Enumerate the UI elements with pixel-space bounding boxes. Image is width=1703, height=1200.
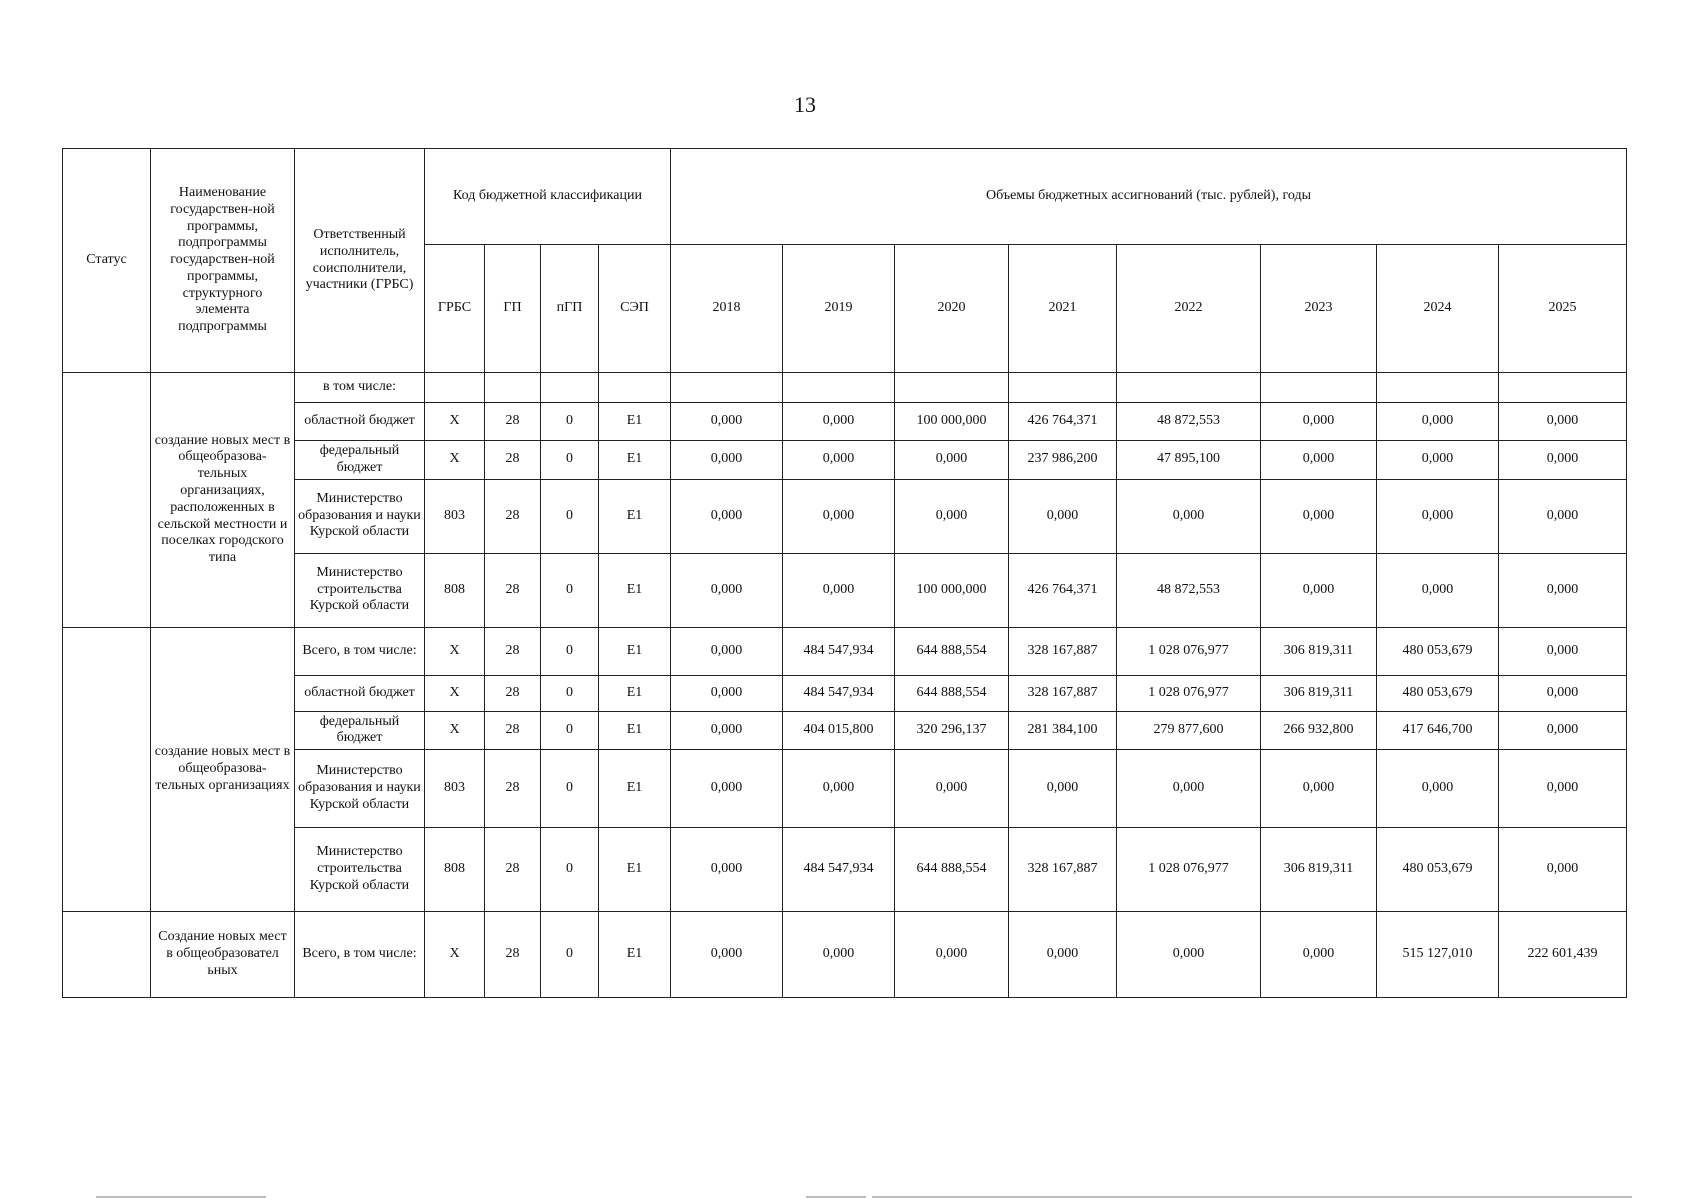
code-cell-ГРБС: 808 bbox=[425, 828, 485, 912]
value-cell-2022: 1 028 076,977 bbox=[1117, 828, 1261, 912]
value-cell-2023: 306 819,311 bbox=[1261, 828, 1377, 912]
code-cell-СЭП: Е1 bbox=[599, 912, 671, 998]
code-cell-пГП bbox=[541, 373, 599, 403]
value-cell-2019: 0,000 bbox=[783, 441, 895, 480]
code-cell-пГП: 0 bbox=[541, 479, 599, 553]
header-code-1: ГП bbox=[485, 245, 541, 373]
value-cell-2021: 0,000 bbox=[1009, 912, 1117, 998]
responsible-cell: областной бюджет bbox=[295, 675, 425, 711]
code-cell-СЭП: Е1 bbox=[599, 553, 671, 627]
code-cell-ГРБС: Х bbox=[425, 675, 485, 711]
code-cell-СЭП: Е1 bbox=[599, 711, 671, 750]
program-name-cell: создание новых мест в общеобразова-тельных организациях, расположенных в сельской местности и поселках городского типа bbox=[151, 373, 295, 628]
value-cell-2019: 0,000 bbox=[783, 403, 895, 441]
value-cell-2019: 0,000 bbox=[783, 479, 895, 553]
code-cell-ГРБС: Х bbox=[425, 403, 485, 441]
value-cell-2024 bbox=[1377, 373, 1499, 403]
header-year-2019: 2019 bbox=[783, 245, 895, 373]
value-cell-2022 bbox=[1117, 373, 1261, 403]
header-year-2022: 2022 bbox=[1117, 245, 1261, 373]
value-cell-2019: 0,000 bbox=[783, 553, 895, 627]
value-cell-2024: 0,000 bbox=[1377, 441, 1499, 480]
header-responsible: Ответственный исполнитель, соисполнители, участники (ГРБС) bbox=[295, 149, 425, 373]
value-cell-2020: 0,000 bbox=[895, 750, 1009, 828]
code-cell-пГП: 0 bbox=[541, 711, 599, 750]
value-cell-2023: 0,000 bbox=[1261, 479, 1377, 553]
header-volumes: Объемы бюджетных ассигнований (тыс. рублей), годы bbox=[671, 149, 1627, 245]
value-cell-2020: 100 000,000 bbox=[895, 553, 1009, 627]
value-cell-2022: 0,000 bbox=[1117, 750, 1261, 828]
value-cell-2020 bbox=[895, 373, 1009, 403]
value-cell-2025: 0,000 bbox=[1499, 441, 1627, 480]
header-code-0: ГРБС bbox=[425, 245, 485, 373]
value-cell-2020: 0,000 bbox=[895, 441, 1009, 480]
value-cell-2018: 0,000 bbox=[671, 912, 783, 998]
value-cell-2020: 644 888,554 bbox=[895, 627, 1009, 675]
responsible-cell: областной бюджет bbox=[295, 403, 425, 441]
value-cell-2018: 0,000 bbox=[671, 828, 783, 912]
value-cell-2018: 0,000 bbox=[671, 627, 783, 675]
value-cell-2020: 644 888,554 bbox=[895, 675, 1009, 711]
code-cell-пГП: 0 bbox=[541, 828, 599, 912]
page-number: 13 bbox=[794, 92, 816, 117]
code-cell-ГП: 28 bbox=[485, 828, 541, 912]
status-cell bbox=[63, 912, 151, 998]
value-cell-2022: 48 872,553 bbox=[1117, 553, 1261, 627]
code-cell-ГРБС: 808 bbox=[425, 553, 485, 627]
code-cell-пГП: 0 bbox=[541, 912, 599, 998]
table-row bbox=[63, 403, 1627, 441]
value-cell-2025: 0,000 bbox=[1499, 553, 1627, 627]
value-cell-2018: 0,000 bbox=[671, 553, 783, 627]
header-code-2: пГП bbox=[541, 245, 599, 373]
code-cell-ГП: 28 bbox=[485, 675, 541, 711]
code-cell-ГП: 28 bbox=[485, 479, 541, 553]
value-cell-2025: 0,000 bbox=[1499, 711, 1627, 750]
value-cell-2019: 484 547,934 bbox=[783, 828, 895, 912]
value-cell-2023: 0,000 bbox=[1261, 441, 1377, 480]
value-cell-2025: 0,000 bbox=[1499, 828, 1627, 912]
code-cell-пГП: 0 bbox=[541, 403, 599, 441]
value-cell-2019: 0,000 bbox=[783, 750, 895, 828]
code-cell-ГП bbox=[485, 373, 541, 403]
value-cell-2021: 0,000 bbox=[1009, 750, 1117, 828]
code-cell-ГРБС: 803 bbox=[425, 750, 485, 828]
value-cell-2019: 484 547,934 bbox=[783, 627, 895, 675]
value-cell-2022: 1 028 076,977 bbox=[1117, 675, 1261, 711]
code-cell-ГРБС bbox=[425, 373, 485, 403]
table-row bbox=[63, 553, 1627, 627]
header-status: Статус bbox=[63, 149, 151, 373]
program-name-cell: создание новых мест в общеобразова-тельных организациях bbox=[151, 627, 295, 912]
value-cell-2020: 644 888,554 bbox=[895, 828, 1009, 912]
value-cell-2021: 426 764,371 bbox=[1009, 553, 1117, 627]
code-cell-пГП: 0 bbox=[541, 627, 599, 675]
status-cell bbox=[63, 373, 151, 628]
program-name-cell: Создание новых мест в общеобразовател ьных bbox=[151, 912, 295, 998]
value-cell-2022: 0,000 bbox=[1117, 912, 1261, 998]
value-cell-2022: 1 028 076,977 bbox=[1117, 627, 1261, 675]
code-cell-пГП: 0 bbox=[541, 553, 599, 627]
value-cell-2020: 320 296,137 bbox=[895, 711, 1009, 750]
responsible-cell: в том числе: bbox=[295, 373, 425, 403]
responsible-cell: Министерство образования и науки Курской области bbox=[295, 479, 425, 553]
table-row bbox=[63, 750, 1627, 828]
value-cell-2025: 222 601,439 bbox=[1499, 912, 1627, 998]
code-cell-ГРБС: Х bbox=[425, 711, 485, 750]
value-cell-2023: 0,000 bbox=[1261, 553, 1377, 627]
code-cell-ГП: 28 bbox=[485, 711, 541, 750]
value-cell-2024: 0,000 bbox=[1377, 750, 1499, 828]
value-cell-2018 bbox=[671, 373, 783, 403]
responsible-cell: федеральный бюджет bbox=[295, 711, 425, 750]
table-row bbox=[63, 675, 1627, 711]
code-cell-СЭП: Е1 bbox=[599, 479, 671, 553]
value-cell-2022: 48 872,553 bbox=[1117, 403, 1261, 441]
table-row bbox=[63, 627, 1627, 675]
code-cell-СЭП: Е1 bbox=[599, 828, 671, 912]
code-cell-СЭП: Е1 bbox=[599, 675, 671, 711]
value-cell-2024: 480 053,679 bbox=[1377, 675, 1499, 711]
header-code-3: СЭП bbox=[599, 245, 671, 373]
value-cell-2019: 404 015,800 bbox=[783, 711, 895, 750]
value-cell-2024: 417 646,700 bbox=[1377, 711, 1499, 750]
table-row bbox=[63, 373, 1627, 403]
responsible-cell: Министерство образования и науки Курской области bbox=[295, 750, 425, 828]
value-cell-2023: 306 819,311 bbox=[1261, 675, 1377, 711]
scan-artifact bbox=[872, 1196, 1632, 1198]
value-cell-2021: 328 167,887 bbox=[1009, 675, 1117, 711]
value-cell-2023: 266 932,800 bbox=[1261, 711, 1377, 750]
code-cell-СЭП: Е1 bbox=[599, 441, 671, 480]
code-cell-СЭП: Е1 bbox=[599, 627, 671, 675]
table-row bbox=[63, 479, 1627, 553]
value-cell-2021: 426 764,371 bbox=[1009, 403, 1117, 441]
header-year-2025: 2025 bbox=[1499, 245, 1627, 373]
header-year-2021: 2021 bbox=[1009, 245, 1117, 373]
responsible-cell: Всего, в том числе: bbox=[295, 912, 425, 998]
code-cell-СЭП: Е1 bbox=[599, 750, 671, 828]
code-cell-СЭП: Е1 bbox=[599, 403, 671, 441]
header-year-2020: 2020 bbox=[895, 245, 1009, 373]
value-cell-2024: 0,000 bbox=[1377, 553, 1499, 627]
responsible-cell: Министерство строительства Курской области bbox=[295, 828, 425, 912]
code-cell-пГП: 0 bbox=[541, 675, 599, 711]
value-cell-2020: 100 000,000 bbox=[895, 403, 1009, 441]
value-cell-2022: 279 877,600 bbox=[1117, 711, 1261, 750]
value-cell-2025: 0,000 bbox=[1499, 403, 1627, 441]
value-cell-2021: 237 986,200 bbox=[1009, 441, 1117, 480]
responsible-cell: Всего, в том числе: bbox=[295, 627, 425, 675]
value-cell-2024: 480 053,679 bbox=[1377, 627, 1499, 675]
code-cell-ГП: 28 bbox=[485, 553, 541, 627]
value-cell-2025: 0,000 bbox=[1499, 750, 1627, 828]
value-cell-2024: 0,000 bbox=[1377, 403, 1499, 441]
value-cell-2023: 0,000 bbox=[1261, 403, 1377, 441]
value-cell-2021: 328 167,887 bbox=[1009, 828, 1117, 912]
value-cell-2024: 515 127,010 bbox=[1377, 912, 1499, 998]
responsible-cell: Министерство строительства Курской области bbox=[295, 553, 425, 627]
code-cell-ГП: 28 bbox=[485, 750, 541, 828]
value-cell-2025 bbox=[1499, 373, 1627, 403]
code-cell-ГП: 28 bbox=[485, 627, 541, 675]
value-cell-2021: 328 167,887 bbox=[1009, 627, 1117, 675]
value-cell-2018: 0,000 bbox=[671, 479, 783, 553]
value-cell-2023 bbox=[1261, 373, 1377, 403]
table-row bbox=[63, 441, 1627, 480]
header-year-2023: 2023 bbox=[1261, 245, 1377, 373]
value-cell-2018: 0,000 bbox=[671, 675, 783, 711]
value-cell-2023: 0,000 bbox=[1261, 912, 1377, 998]
header-year-2018: 2018 bbox=[671, 245, 783, 373]
header-year-2024: 2024 bbox=[1377, 245, 1499, 373]
value-cell-2022: 0,000 bbox=[1117, 479, 1261, 553]
value-cell-2018: 0,000 bbox=[671, 403, 783, 441]
value-cell-2024: 480 053,679 bbox=[1377, 828, 1499, 912]
value-cell-2019 bbox=[783, 373, 895, 403]
value-cell-2020: 0,000 bbox=[895, 479, 1009, 553]
code-cell-ГРБС: Х bbox=[425, 441, 485, 480]
scan-artifact bbox=[806, 1196, 866, 1198]
status-cell bbox=[63, 627, 151, 912]
code-cell-ГП: 28 bbox=[485, 441, 541, 480]
value-cell-2021: 281 384,100 bbox=[1009, 711, 1117, 750]
value-cell-2023: 306 819,311 bbox=[1261, 627, 1377, 675]
table-row bbox=[63, 828, 1627, 912]
header-budget-code: Код бюджетной классификации bbox=[425, 149, 671, 245]
value-cell-2021 bbox=[1009, 373, 1117, 403]
scan-artifact bbox=[96, 1196, 266, 1198]
header-program-name: Наименование государствен-ной программы, подпрограммы государствен-ной программы, структурного элемента подпрограммы bbox=[151, 149, 295, 373]
value-cell-2023: 0,000 bbox=[1261, 750, 1377, 828]
value-cell-2025: 0,000 bbox=[1499, 627, 1627, 675]
code-cell-ГРБС: Х bbox=[425, 912, 485, 998]
table-row bbox=[63, 711, 1627, 750]
code-cell-пГП: 0 bbox=[541, 750, 599, 828]
value-cell-2018: 0,000 bbox=[671, 711, 783, 750]
code-cell-ГП: 28 bbox=[485, 403, 541, 441]
value-cell-2025: 0,000 bbox=[1499, 675, 1627, 711]
value-cell-2024: 0,000 bbox=[1377, 479, 1499, 553]
value-cell-2019: 484 547,934 bbox=[783, 675, 895, 711]
code-cell-СЭП bbox=[599, 373, 671, 403]
code-cell-пГП: 0 bbox=[541, 441, 599, 480]
value-cell-2022: 47 895,100 bbox=[1117, 441, 1261, 480]
value-cell-2025: 0,000 bbox=[1499, 479, 1627, 553]
budget-table bbox=[62, 148, 1627, 998]
value-cell-2020: 0,000 bbox=[895, 912, 1009, 998]
value-cell-2018: 0,000 bbox=[671, 750, 783, 828]
responsible-cell: федеральный бюджет bbox=[295, 441, 425, 480]
value-cell-2019: 0,000 bbox=[783, 912, 895, 998]
code-cell-ГРБС: 803 bbox=[425, 479, 485, 553]
code-cell-ГП: 28 bbox=[485, 912, 541, 998]
value-cell-2021: 0,000 bbox=[1009, 479, 1117, 553]
table-row bbox=[63, 912, 1627, 998]
value-cell-2018: 0,000 bbox=[671, 441, 783, 480]
code-cell-ГРБС: Х bbox=[425, 627, 485, 675]
